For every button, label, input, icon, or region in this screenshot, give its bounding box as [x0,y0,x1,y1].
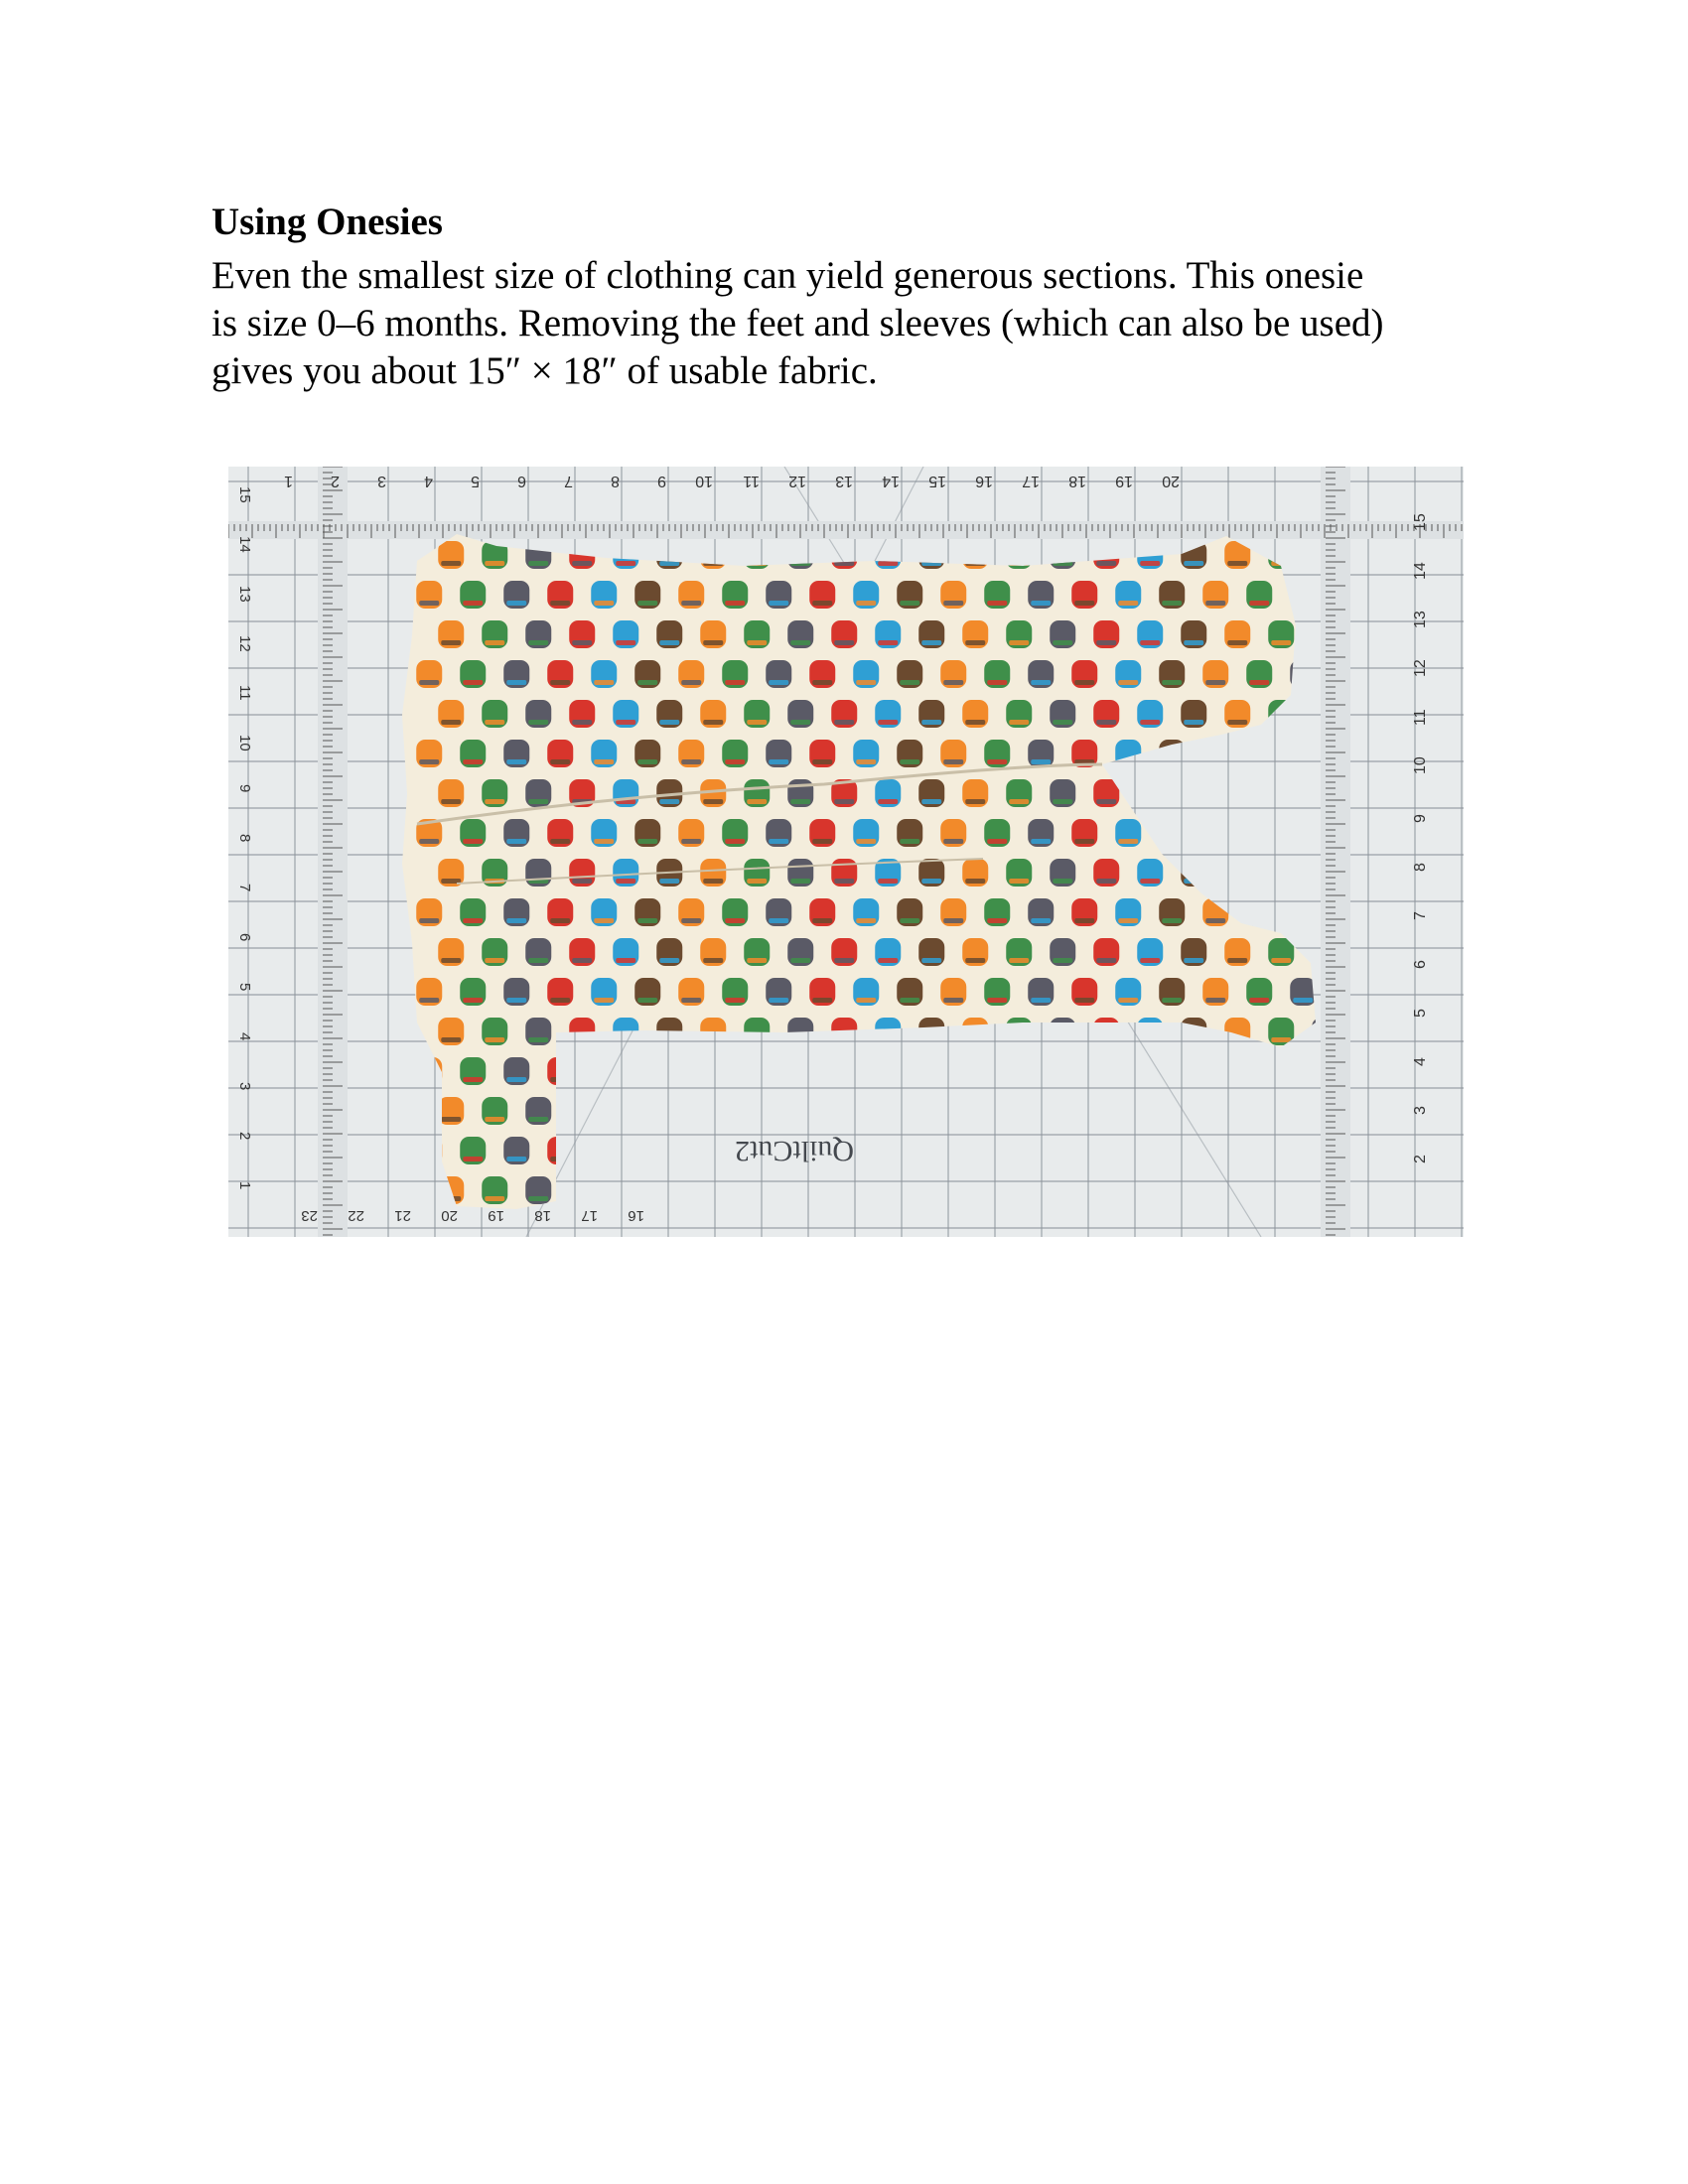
top-ruler-number: 6 [517,473,526,489]
print-motif-detail [703,799,723,804]
print-motif-detail [812,998,832,1003]
print-motif-detail [637,759,657,764]
print-motif-detail [1009,720,1029,725]
bottom-ruler-number: 18 [534,1207,551,1224]
print-motif-detail [834,958,854,963]
print-motif-detail [506,1077,526,1082]
print-motif-detail [550,998,570,1003]
print-motif-detail [594,918,614,923]
print-motif-detail [506,680,526,685]
print-motif-detail [1162,998,1182,1003]
print-motif-detail [550,680,570,685]
print-motif-detail [834,879,854,884]
print-motif-detail [703,958,723,963]
print-motif-detail [419,759,439,764]
print-motif-detail [616,640,635,645]
left-ruler-number: 11 [236,685,253,701]
print-motif-detail [703,640,723,645]
print-motif-detail [1096,879,1116,884]
print-motif-detail [812,601,832,606]
print-motif-detail [965,799,985,804]
print-motif-detail [812,759,832,764]
print-motif-detail [441,958,461,963]
left-ruler-number: 6 [236,933,253,942]
left-ruler-number: 9 [236,784,253,793]
bottom-ruler-number: 17 [581,1207,598,1224]
print-motif-detail [550,759,570,764]
print-motif-detail [463,680,483,685]
print-motif-detail [1118,680,1138,685]
print-motif-detail [1074,839,1094,844]
print-motif-detail [856,998,876,1003]
print-motif-detail [1053,720,1072,725]
print-motif-detail [769,998,788,1003]
bottom-ruler-number: 16 [628,1207,644,1224]
mat-brand-logo: QuiltCut2 [734,1135,854,1167]
print-motif-detail [878,640,898,645]
print-motif-detail [769,680,788,685]
print-motif-detail [725,839,745,844]
print-motif-detail [1053,640,1072,645]
section-heading: Using Onesies [211,201,443,243]
print-motif-detail [1271,958,1291,963]
print-motif-detail [1053,958,1072,963]
print-motif-detail [1074,918,1094,923]
print-motif-detail [856,918,876,923]
print-motif-detail [965,720,985,725]
print-motif-detail [1205,998,1225,1003]
left-ruler-number: 5 [236,983,253,992]
print-motif-detail [1227,720,1247,725]
print-motif-detail [943,759,963,764]
print-motif-detail [506,998,526,1003]
print-motif-detail [528,958,548,963]
print-motif-detail [900,839,919,844]
print-motif-detail [1293,998,1313,1003]
print-motif-detail [463,998,483,1003]
print-motif-detail [943,680,963,685]
bottom-ruler-number: 19 [488,1207,504,1224]
print-motif-detail [1227,640,1247,645]
print-motif-detail [1074,601,1094,606]
top-ruler-number: 5 [471,473,480,489]
print-motif-detail [659,720,679,725]
print-motif-detail [1031,601,1051,606]
print-motif-detail [1184,720,1203,725]
top-ruler-number: 14 [882,473,900,489]
right-ruler-number: 5 [1412,1009,1429,1018]
print-motif-detail [943,839,963,844]
print-motif-detail [965,879,985,884]
left-ruler-number: 3 [236,1082,253,1091]
print-motif-detail [1271,640,1291,645]
print-motif-detail [463,759,483,764]
top-ruler-number: 13 [835,473,853,489]
print-motif-detail [725,998,745,1003]
print-motif-detail [1227,958,1247,963]
print-motif-detail [1140,640,1160,645]
print-motif-detail [856,839,876,844]
print-motif-detail [1096,720,1116,725]
print-motif-detail [572,958,592,963]
print-motif-detail [441,1037,461,1042]
print-motif-detail [1096,958,1116,963]
print-motif-detail [637,998,657,1003]
print-motif-detail [681,680,701,685]
print-motif-detail [594,601,614,606]
print-motif-detail [812,680,832,685]
left-ruler-number: 14 [236,536,253,553]
print-motif-detail [1031,998,1051,1003]
right-ruler-number: 12 [1412,659,1429,677]
print-motif-detail [834,640,854,645]
left-ruler-number: 7 [236,884,253,892]
top-ruler-number: 15 [928,473,946,489]
print-motif-detail [1031,839,1051,844]
print-motif-detail [572,640,592,645]
print-motif-detail [987,601,1007,606]
print-motif-detail [812,839,832,844]
bottom-ruler-number: 20 [441,1207,458,1224]
print-motif-detail [1096,640,1116,645]
print-motif-detail [965,958,985,963]
paragraph-line: gives you about 15″ × 18″ of usable fabric. [211,349,878,392]
print-motif-detail [681,839,701,844]
print-motif-detail [441,720,461,725]
print-motif-detail [441,799,461,804]
print-motif-detail [747,640,767,645]
top-ruler-number: 12 [788,473,806,489]
print-motif-detail [856,680,876,685]
print-motif-detail [878,958,898,963]
print-motif-detail [1053,879,1072,884]
print-motif-detail [485,1196,504,1201]
print-motif-detail [637,918,657,923]
print-motif-detail [419,680,439,685]
print-motif-detail [747,958,767,963]
print-motif-detail [769,601,788,606]
print-motif-detail [1009,799,1029,804]
print-motif-detail [485,561,504,566]
right-ruler-number: 7 [1412,911,1429,920]
top-ruler-number: 8 [611,473,620,489]
print-motif-detail [1096,561,1116,566]
print-motif-detail [463,1157,483,1161]
print-motif-detail [528,1117,548,1122]
print-motif-detail [441,640,461,645]
top-ruler-number: 9 [657,473,666,489]
top-ruler-number: 4 [424,473,433,489]
print-motif-detail [550,601,570,606]
print-motif-detail [1118,918,1138,923]
left-ruler-number: 10 [236,735,253,751]
print-motif-detail [528,640,548,645]
print-motif-detail [637,839,657,844]
print-motif-detail [463,1077,483,1082]
print-motif-detail [550,918,570,923]
print-motif-detail [1053,799,1072,804]
top-ruler-number: 18 [1068,473,1086,489]
print-motif-detail [616,879,635,884]
bottom-ruler-number: 23 [301,1207,318,1224]
print-motif-detail [921,958,941,963]
print-motif-detail [725,918,745,923]
print-motif-detail [637,601,657,606]
print-motif-detail [528,561,548,566]
print-motif-detail [1227,561,1247,566]
left-ruler-number: 1 [236,1181,253,1190]
print-motif-detail [900,759,919,764]
paragraph-line: Even the smallest size of clothing can yield generous sections. This onesie [211,254,1364,297]
print-motif-detail [637,680,657,685]
right-ruler-number: 8 [1412,863,1429,872]
print-motif-detail [659,958,679,963]
print-motif-detail [878,720,898,725]
print-motif-detail [659,799,679,804]
print-motif-detail [594,998,614,1003]
print-motif-detail [419,601,439,606]
print-motif-detail [572,720,592,725]
print-motif-detail [1140,958,1160,963]
right-ruler-number: 10 [1412,756,1429,774]
print-motif-detail [790,799,810,804]
print-motif-detail [572,561,592,566]
print-motif-detail [506,918,526,923]
print-motif-detail [878,561,898,566]
print-motif-detail [921,799,941,804]
print-motif-detail [1184,958,1203,963]
print-motif-detail [616,720,635,725]
print-motif-detail [419,998,439,1003]
print-motif-detail [790,879,810,884]
print-motif-detail [1031,680,1051,685]
print-motif-detail [463,918,483,923]
print-motif-detail [725,601,745,606]
top-ruler-number: 2 [331,473,340,489]
print-motif-detail [659,879,679,884]
top-ruler-number: 17 [1022,473,1040,489]
print-motif-detail [900,918,919,923]
top-ruler-number: 19 [1115,473,1133,489]
print-motif-detail [1140,720,1160,725]
print-motif-detail [463,601,483,606]
print-motif-detail [1031,759,1051,764]
print-motif-detail [747,799,767,804]
print-motif-detail [1205,680,1225,685]
print-motif-detail [790,720,810,725]
print-motif-detail [681,759,701,764]
print-motif-detail [528,720,548,725]
print-motif-detail [616,958,635,963]
top-ruler-number: 7 [564,473,573,489]
print-motif-detail [1205,601,1225,606]
print-motif-detail [506,759,526,764]
print-motif-detail [987,759,1007,764]
right-ruler-number: 2 [1412,1155,1429,1163]
print-motif-detail [419,839,439,844]
print-motif-detail [943,601,963,606]
print-motif-detail [681,918,701,923]
print-motif-detail [834,799,854,804]
top-ruler-number: 1 [284,473,293,489]
print-motif-detail [1205,918,1225,923]
print-motif-detail [594,680,614,685]
print-motif-detail [681,998,701,1003]
print-motif-detail [485,640,504,645]
print-motif-detail [987,998,1007,1003]
cutting-mat-photo [228,467,1464,1237]
right-ruler-number: 14 [1412,562,1429,580]
print-motif-detail [594,839,614,844]
print-motif-detail [528,1196,548,1201]
print-motif-detail [506,1157,526,1161]
print-motif-detail [441,561,461,566]
print-motif-detail [659,640,679,645]
print-motif-detail [485,799,504,804]
print-motif-detail [1009,640,1029,645]
print-motif-detail [485,1037,504,1042]
print-motif-detail [790,640,810,645]
print-motif-detail [965,640,985,645]
body-paragraph [211,252,1502,395]
left-ruler-number: 8 [236,834,253,843]
print-motif-detail [812,918,832,923]
print-motif-detail [703,879,723,884]
print-motif-detail [747,720,767,725]
print-motif-detail [834,720,854,725]
print-motif-detail [1249,998,1269,1003]
print-motif-detail [463,839,483,844]
right-ruler-number: 6 [1412,960,1429,969]
print-motif-detail [550,839,570,844]
print-motif-detail [572,879,592,884]
print-motif-detail [485,1117,504,1122]
left-ruler-number: 13 [236,586,253,603]
left-ruler-number: 12 [236,635,253,652]
print-motif-detail [878,799,898,804]
print-motif-detail [1140,879,1160,884]
print-motif-detail [1162,601,1182,606]
print-motif-detail [485,720,504,725]
print-motif-detail [1009,879,1029,884]
print-motif-detail [790,958,810,963]
print-motif-detail [725,680,745,685]
print-motif-detail [856,759,876,764]
print-motif-detail [987,680,1007,685]
print-motif-detail [419,918,439,923]
left-ruler-number: 2 [236,1132,253,1141]
paragraph-line: is size 0–6 months. Removing the feet and sleeves (which can also be used) [211,302,1384,344]
print-motif-detail [1249,680,1269,685]
top-ruler-strip [228,521,1464,539]
print-motif-detail [1140,561,1160,566]
top-ruler-number: 3 [377,473,386,489]
print-motif-detail [987,839,1007,844]
right-ruler-number: 15 [1412,513,1429,531]
print-motif-detail [1031,918,1051,923]
top-ruler-number: 16 [975,473,993,489]
print-motif-detail [528,799,548,804]
print-motif-detail [594,759,614,764]
print-motif-detail [681,601,701,606]
print-motif-detail [1249,601,1269,606]
print-motif-detail [856,601,876,606]
print-motif-detail [441,1117,461,1122]
print-motif-detail [900,998,919,1003]
print-motif-detail [1162,918,1182,923]
print-motif-detail [1184,640,1203,645]
print-motif-detail [921,879,941,884]
print-motif-detail [769,759,788,764]
print-motif-detail [1118,601,1138,606]
print-motif-detail [987,918,1007,923]
top-ruler-number: 11 [743,473,760,489]
print-motif-detail [528,1037,548,1042]
print-motif-detail [1074,998,1094,1003]
print-motif-detail [1074,680,1094,685]
print-motif-detail [769,918,788,923]
print-motif-detail [747,879,767,884]
print-motif-detail [943,918,963,923]
print-motif-detail [506,839,526,844]
print-motif-detail [1162,680,1182,685]
print-motif-detail [703,720,723,725]
print-motif-detail [921,720,941,725]
top-ruler-number: 10 [695,473,713,489]
left-ruler-number: 4 [236,1032,253,1041]
print-motif-detail [485,958,504,963]
print-motif-detail [769,839,788,844]
print-motif-detail [900,601,919,606]
bottom-ruler-number: 22 [348,1207,364,1224]
print-motif-detail [943,998,963,1003]
right-ruler-number: 3 [1412,1106,1429,1115]
print-motif-detail [725,759,745,764]
print-motif-detail [900,680,919,685]
top-ruler-number: 20 [1162,473,1180,489]
print-motif-detail [921,640,941,645]
left-ruler-number: 15 [236,486,253,503]
print-motif-detail [506,601,526,606]
print-motif-detail [878,879,898,884]
print-motif-detail [1096,799,1116,804]
right-ruler-number: 13 [1412,611,1429,628]
print-motif-detail [1271,1037,1291,1042]
right-ruler-number: 11 [1412,709,1429,726]
right-ruler-number: 9 [1412,814,1429,823]
print-motif-detail [1009,958,1029,963]
bottom-ruler-number: 21 [394,1207,411,1224]
print-motif-detail [616,561,635,566]
onesie-photo [228,467,1464,1237]
print-motif-detail [1118,998,1138,1003]
right-ruler-number: 4 [1412,1057,1429,1066]
print-motif-detail [1184,561,1203,566]
print-motif-detail [1118,839,1138,844]
